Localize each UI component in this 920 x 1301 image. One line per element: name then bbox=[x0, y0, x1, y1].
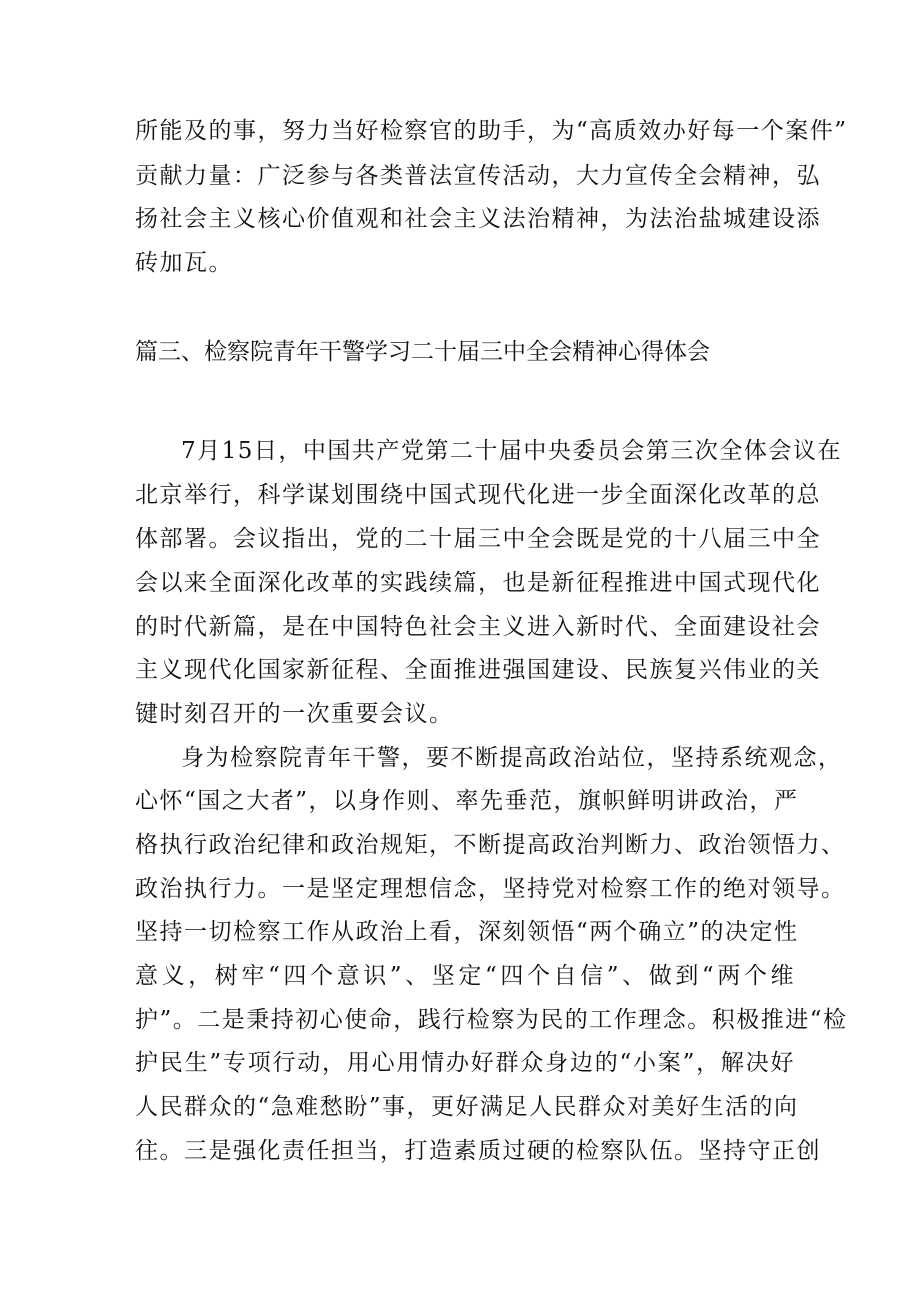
text-line: 北京举行，科学谋划围绕中国式现代化进一步全面深化改革的总 bbox=[135, 482, 821, 508]
text-line: 往。三是强化责任担当，打造素质过硬的检察队伍。坚持守正创 bbox=[135, 1138, 821, 1164]
text-line: 所能及的事，努力当好检察官的助手，为“高质效办好每一个案件” bbox=[135, 118, 848, 144]
text-line: 人民群众的“急难愁盼”事，更好满足人民群众对美好生活的向 bbox=[135, 1094, 799, 1120]
text-line: 护民生”专项行动，用心用情办好群众身边的“小案”，解决好 bbox=[135, 1050, 795, 1076]
text-line: 护”。二是秉持初心使命，践行检察为民的工作理念。积极推进“检 bbox=[135, 1007, 848, 1033]
text-line: 7月15日，中国共产党第二十届中央委员会第三次全体会议在 bbox=[181, 438, 842, 464]
text-line: 会以来全面深化改革的实践续篇，也是新征程推进中国式现代化 bbox=[135, 570, 821, 596]
text-line: 的时代新篇，是在中国特色社会主义进入新时代、全面建设社会 bbox=[135, 614, 821, 640]
text-line: 格执行政治纪律和政治规矩，不断提高政治判断力、政治领悟力、 bbox=[135, 832, 846, 858]
text-line: 意义，树牢“四个意识”、坚定“四个自信”、做到“两个维 bbox=[135, 963, 795, 989]
text-line: 坚持一切检察工作从政治上看，深刻领悟“两个确立”的决定性 bbox=[135, 919, 799, 945]
text-line: 砖加瓦。 bbox=[135, 250, 233, 276]
text-line: 心怀“国之大者”，以身作则、率先垂范，旗帜鲜明讲政治，严 bbox=[135, 788, 799, 814]
text-line: 键时刻召开的一次重要会议。 bbox=[135, 701, 454, 727]
text-line: 政治执行力。一是坚定理想信念，坚持党对检察工作的绝对领导。 bbox=[135, 876, 846, 902]
section-heading: 篇三、检察院青年干警学习二十届三中全会精神心得体会 bbox=[135, 339, 710, 365]
text-line: 体部署。会议指出，党的二十届三中全会既是党的十八届三中全 bbox=[135, 526, 821, 552]
text-line: 贡献力量：广泛参与各类普法宣传活动，大力宣传全会精神，弘 bbox=[135, 163, 821, 189]
text-line: 身为检察院青年干警，要不断提高政治站位，坚持系统观念， bbox=[181, 745, 843, 771]
text-line: 主义现代化国家新征程、全面推进强国建设、民族复兴伟业的关 bbox=[135, 657, 821, 683]
text-line: 扬社会主义核心价值观和社会主义法治精神，为法治盐城建设添 bbox=[135, 206, 821, 232]
